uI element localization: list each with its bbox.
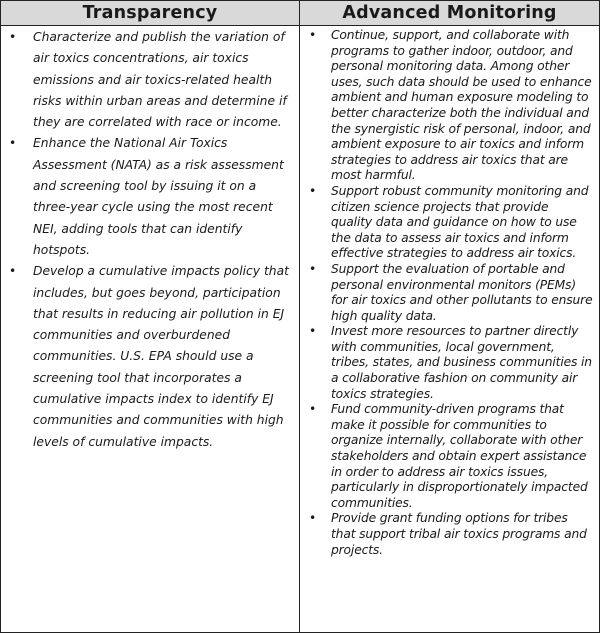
column-header-advanced-monitoring: Advanced Monitoring (300, 1, 599, 26)
advanced-monitoring-list (300, 26, 599, 558)
list-item: • Support the evaluation of portable and personal environmental monitors (PEMs) for air toxics and other pollutants to ensure high quality data. (300, 262, 599, 324)
transparency-list (1, 26, 299, 453)
list-item: • Develop a cumulative impacts policy that includes, but goes beyond, participation that results in reducing air pollution in EJ communities and overburdened communities. U.S. EPA should use a screening tool that incorporates a cumulative impacts index to identify EJ communities and communities with high levels of cumulative impacts. (1, 261, 299, 453)
list-item: • Enhance the National Air Toxics Assessment (NATA) as a risk assessment and screening tool by issuing it on a three-year cycle using the most recent NEI, adding tools that can identify hotspots. (1, 133, 299, 261)
list-item: • Invest more resources to partner directly with communities, local government, tribes, states, and business communities in a collaborative fashion on community air toxics strategies. (300, 324, 599, 402)
list-item: • Fund community-driven programs that make it possible for communities to organize internally, collaborate with other stakeholders and obtain expert assistance in order to address air toxics issues, particularly in disproportionately impacted communities. (300, 402, 599, 511)
column-header-transparency: Transparency (1, 1, 300, 26)
list-item: • Support robust community monitoring and citizen science projects that provide quality data and guidance on how to use the data to assess air toxics and inform effective strategies to address air toxics. (300, 184, 599, 262)
list-item: • Provide grant funding options for tribes that support tribal air toxics programs and projects. (300, 511, 599, 558)
advanced-monitoring-cell (300, 26, 599, 632)
list-item: • Characterize and publish the variation of air toxics concentrations, air toxics emissions and air toxics-related health risks within urban areas and determine if they are correlated with race or income. (1, 27, 299, 133)
transparency-cell (1, 26, 300, 632)
list-item: • Continue, support, and collaborate with programs to gather indoor, outdoor, and personal monitoring data. Among other uses, such data should be used to enhance ambient and human exposure modeling to better characterize both the individual and the synergistic risk of personal, indoor, and ambient exposure to air toxics and inform strategies to address air toxics that are most harmful. (300, 28, 599, 184)
